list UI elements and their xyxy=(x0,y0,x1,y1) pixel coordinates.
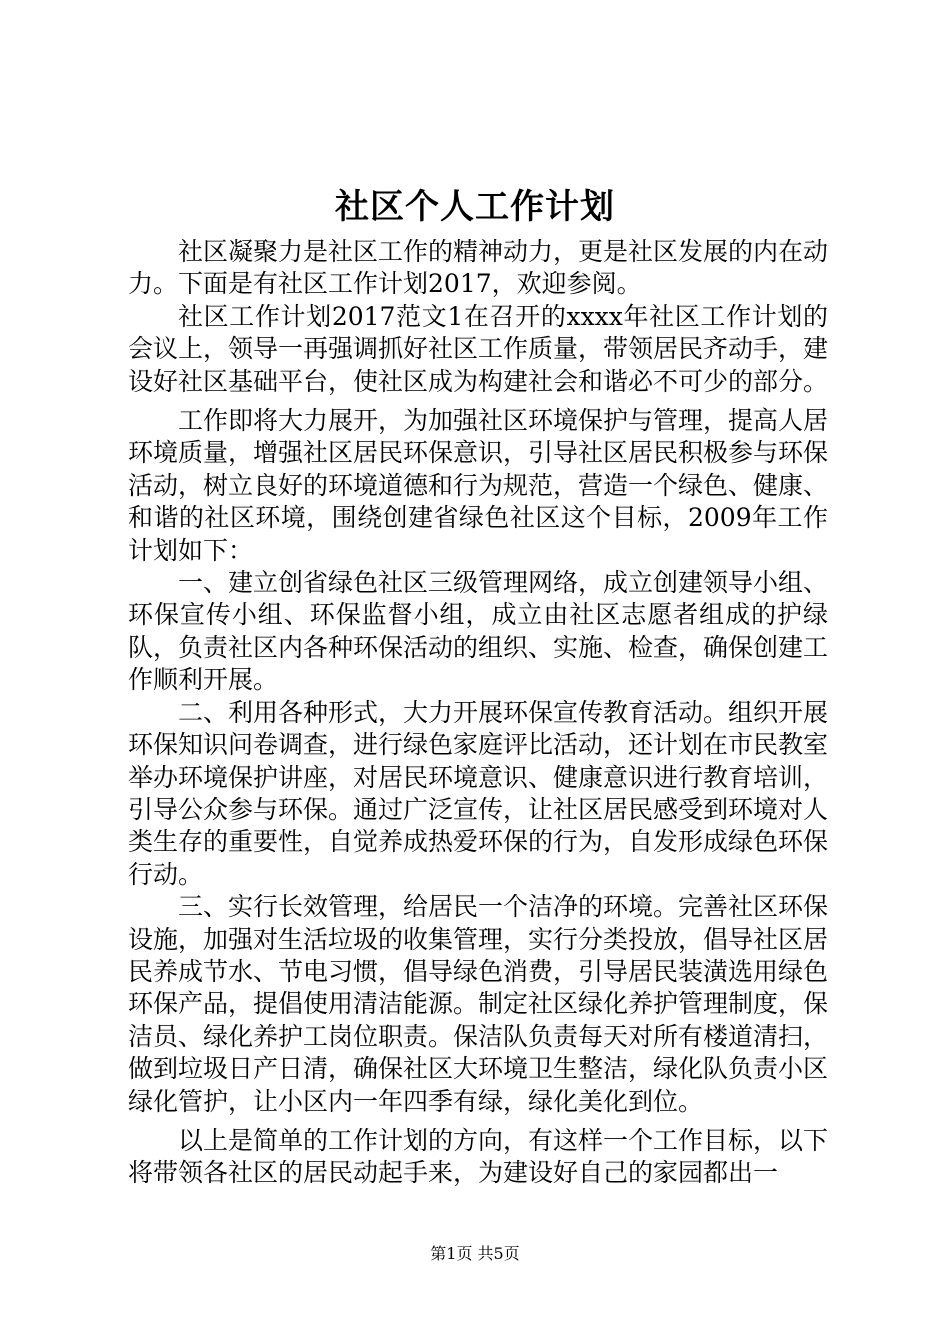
paragraph-item-2: 二、利用各种形式，大力开展环保宣传教育活动。组织开展环保知识问卷调查，进行绿色家庭评比活动，还计划在市民教室举办环境保护讲座，对居民环境意识、健康意识进行教育培训，引导公众参与环保。通过广泛宣传，让社区居民感受到环境对人类生存的重要性，自觉养成热爱环保的行为，自发形成绿色环保行动。 xyxy=(128,697,829,889)
paragraph-conclusion: 以上是简单的工作计划的方向，有这样一个工作目标，以下将带领各社区的居民动起手来，为建设好自己的家园都出一 xyxy=(128,1125,829,1188)
document-body xyxy=(128,236,828,1190)
paragraph-plan-overview: 工作即将大力展开，为加强社区环境保护与管理，提高人居环境质量，增强社区居民环保意识，引导社区居民积极参与环保活动，树立良好的环境道德和行为规范，营造一个绿色、健康、和谐的社区环境，围绕创建省绿色社区这个目标，2009年工作计划如下： xyxy=(128,406,829,565)
paragraph-item-3: 三、实行长效管理，给居民一个洁净的环境。完善社区环保设施，加强对生活垃圾的收集管理，实行分类投放，倡导社区居民养成节水、节电习惯，倡导绿色消费，引导居民装潢选用绿色环保产品，提倡使用清洁能源。制定社区绿化养护管理制度，保洁员、绿化养护工岗位职责。保洁队负责每天对所有楼道清扫，做到垃圾日产日清，确保社区大环境卫生整洁，绿化队负责小区绿化管护，让小区内一年四季有绿，绿化美化到位。 xyxy=(128,892,829,1116)
paragraph-intro: 社区凝聚力是社区工作的精神动力，更是社区发展的内在动力。下面是有社区工作计划2017，欢迎参阅。 xyxy=(128,237,829,299)
page-footer: 第1页 共5页 xyxy=(430,1244,520,1263)
document-title: 社区个人工作计划 xyxy=(335,187,615,227)
paragraph-item-1: 一、建立创省绿色社区三级管理网络，成立创建领导小组、环保宣传小组、环保监督小组，成立由社区志愿者组成的护绿队，负责社区内各种环保活动的组织、实施、检查，确保创建工作顺利开展。 xyxy=(128,568,829,695)
paragraph-sample-1: 社区工作计划2017范文1在召开的xxxx年社区工作计划的会议上，领导一再强调抓好社区工作质量，带领居民齐动手，建设好社区基础平台，使社区成为构建社会和谐必不可少的部分。 xyxy=(128,301,829,396)
